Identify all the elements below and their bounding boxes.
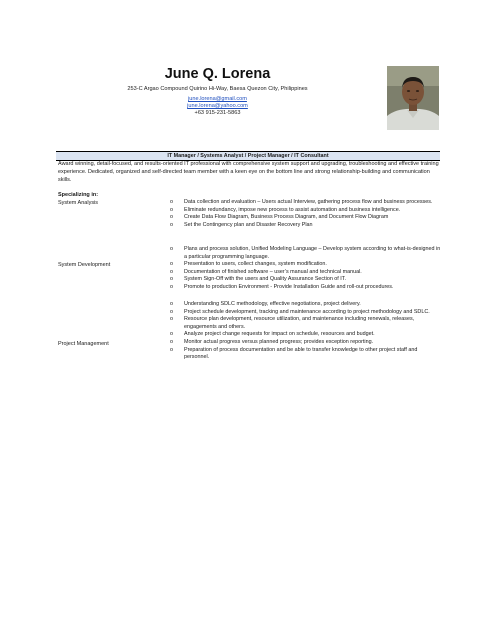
bullet-icon: o [170, 283, 173, 290]
list-item: o Analyze project change requests for impact on schedule, resources and budget. [170, 331, 375, 338]
category-project-management: Project Management [58, 341, 109, 347]
bullet-icon: o [170, 308, 173, 315]
headline-bar: IT Manager / Systems Analyst / Project Manager / IT Consultant [56, 151, 440, 161]
profile-photo [387, 66, 439, 130]
bullet-icon: o [170, 276, 173, 283]
system-development-list [170, 246, 442, 292]
list-item: o Project schedule development, tracking and maintenance according to project methodology and SDLC. [170, 308, 430, 315]
bullet-icon: o [170, 316, 173, 323]
list-item: o Create Data Flow Diagram, Business Process Diagram, and Document Flow Diagram [170, 214, 389, 221]
candidate-name: June Q. Lorena [164, 66, 271, 82]
bullet-icon: o [170, 338, 173, 345]
email-primary-link[interactable]: june.lorena@gmail.com [188, 96, 247, 102]
list-item: o Resource plan development, resource utilization, and maintenance including renewals, releases, engagements and others. [170, 316, 415, 330]
bullet-icon: o [170, 346, 173, 353]
list-item: o Presentation to users, collect changes, system modification. [170, 261, 327, 268]
system-analysis-list [170, 199, 442, 229]
list-item: o Understanding SDLC methodology, effective negotiations, project delivery. [170, 301, 361, 307]
bullet-icon: o [170, 206, 173, 213]
phone-number: +63 915-231-5863 [194, 110, 241, 116]
category-system-development: System Development [58, 262, 111, 268]
list-item: o Plans and process solution, Unified Modeling Language – Develop system according to what-is-designed in a particular programming language. [170, 246, 441, 260]
list-item: o Monitor actual progress versus planned progress; provides exception reporting. [170, 338, 374, 345]
bullet-icon: o [170, 331, 173, 338]
list-item: o Promote to production Environment - Provide Installation Guide and roll-out procedures. [170, 283, 394, 290]
list-item: o Documentation of finished software – user’s manual and technical manual. [170, 268, 362, 275]
candidate-address: 253-C Argao Compound Quirino Hi-Way, Baesa Quezon City, Philippines [127, 86, 308, 92]
professional-summary: Award winning, detail-focused, and results-oriented IT professional with comprehensive system support and upgrading, troubleshooting and effective training experience. Dedicated, organized and self-directed team member with a keen eye on the bottom line and strong relationship-building and communication skills. [58, 161, 439, 184]
list-item: o Set the Contingency plan and Disaster Recovery Plan [170, 221, 313, 228]
email-secondary-link[interactable]: june.lorena@yahoo.com [187, 103, 248, 109]
bullet-icon: o [170, 301, 173, 307]
category-system-analysis: System Analysis [58, 200, 99, 206]
email-secondary [0, 103, 435, 110]
project-management-list [170, 301, 442, 362]
list-item: o Data collection and evaluation – Users actual Interview, gathering process flow and business processes. [170, 199, 433, 205]
list-item: o Eliminate redundancy, impose new process to assist automation and business intelligence. [170, 206, 401, 213]
bullet-icon: o [170, 268, 173, 275]
bullet-icon: o [170, 214, 173, 221]
bullet-icon: o [170, 221, 173, 228]
specializing-heading: Specializing in: [58, 192, 99, 198]
list-item: o Preparation of process documentation and be able to transfer knowledge to other project staff and personnel. [170, 346, 418, 361]
email-primary [0, 96, 435, 103]
bullet-icon: o [170, 199, 173, 205]
bullet-icon: o [170, 246, 173, 252]
profile-photo-image [387, 66, 439, 130]
bullet-icon: o [170, 261, 173, 268]
list-item: o System Sign-Off with the users and Quality Assurance Section of IT. [170, 276, 346, 283]
